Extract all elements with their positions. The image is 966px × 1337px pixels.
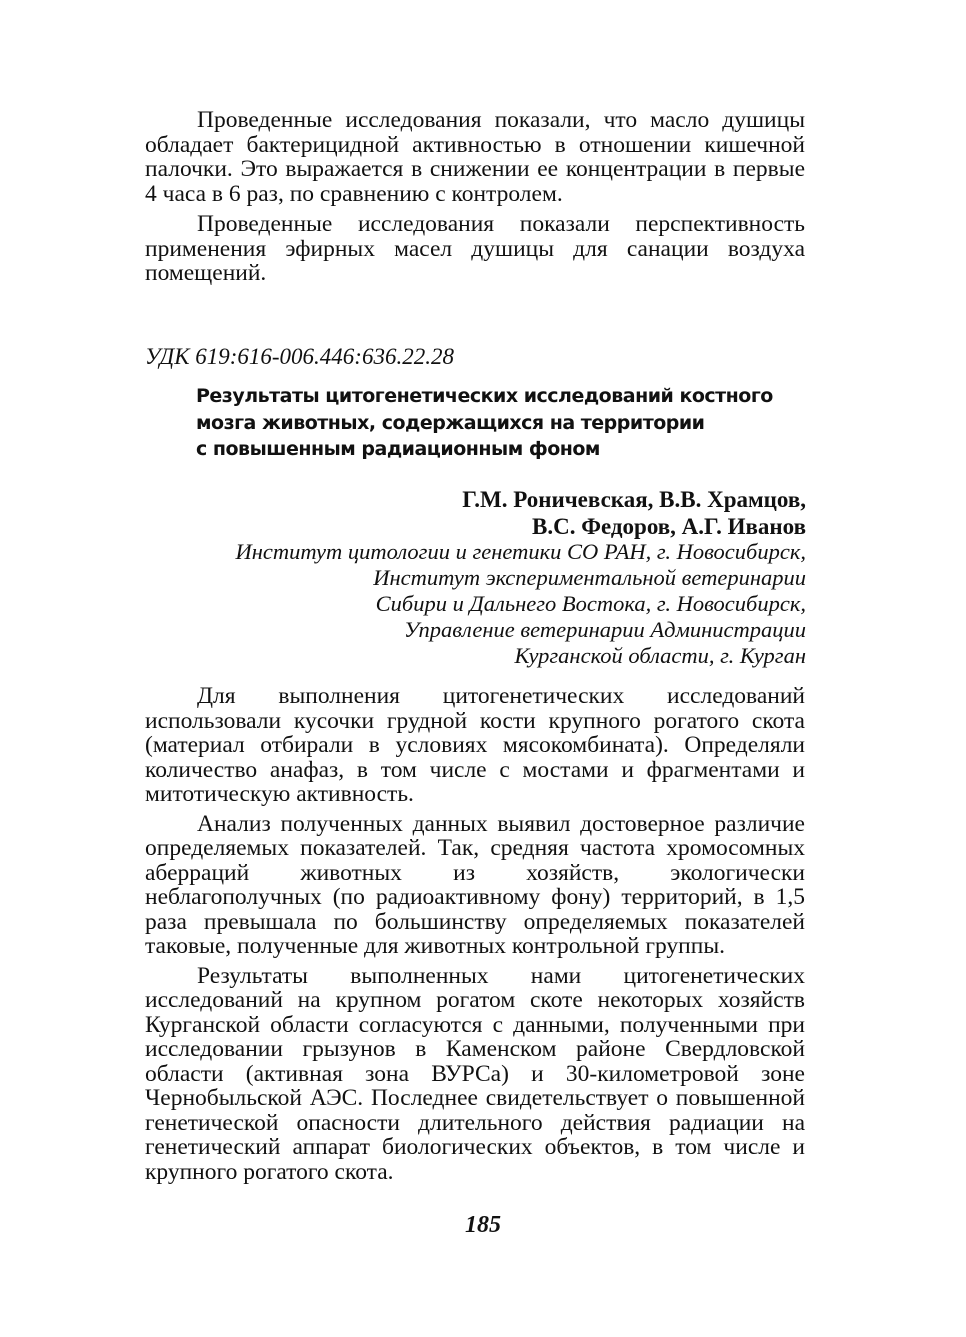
- title-line: с повышенным радиационным фоном: [196, 438, 600, 460]
- paragraph: Проведенные исследования показали, что масло душицы обладает бактерицидной активностью в отношении кишечной палочки. Это выражается в снижении ее концентрации в первые 4 часа в 6 раз, по сравнению с контролем.: [145, 107, 805, 207]
- title-line: мозга животных, содержащихся на территории: [196, 411, 705, 434]
- affiliations: [235, 539, 806, 669]
- page-number: 185: [465, 1212, 501, 1238]
- author-line: Г.М. Роничевская, В.В. Храмцов,: [462, 487, 806, 512]
- article-title: [196, 383, 806, 463]
- paragraph: Проведенные исследования показали перспективность применения эфирных масел душицы для санации воздуха помещений.: [145, 211, 805, 286]
- affiliation-line: Управление ветеринарии Администрации: [403, 617, 806, 642]
- previous-article-ending: [145, 108, 805, 286]
- udk-code: УДК 619:616-006.446:636.22.28: [145, 344, 454, 369]
- author-line: В.С. Федоров, А.Г. Иванов: [532, 514, 806, 539]
- title-line: Результаты цитогенетических исследований костного: [196, 385, 773, 407]
- authors: [462, 486, 806, 540]
- affiliation-line: Институт цитологии и генетики СО РАН, г. Новосибирск,: [235, 539, 806, 564]
- affiliation-line: Курганской области, г. Курган: [514, 643, 806, 668]
- affiliation-line: Сибири и Дальнего Востока, г. Новосибирск,: [375, 591, 806, 616]
- paragraph: Для выполнения цитогенетических исследований использовали кусочки грудной кости крупного рогатого скота (материал отбирали в условиях мясокомбината). Определяли количество анафаз, в том числе с мостами и фрагментами и митотическую активность.: [145, 683, 805, 807]
- article-body: [145, 684, 805, 1184]
- affiliation-line: Институт экспериментальной ветеринарии: [373, 565, 806, 590]
- paragraph: Результаты выполненных нами цитогенетических исследований на крупном рогатом скоте некоторых хозяйств Курганской области согласуются с данными, полученными при исследовании грызунов в Каменском районе Свердловской области (активная зона ВУРСа) и 30-километровой зоне Чернобыльской АЭС. Последнее свидетельствует о повышенной генетической опасности длительного действия радиации на генетический аппарат биологических объектов, в том числе и крупного рогатого скота.: [145, 962, 805, 1185]
- paragraph: Анализ полученных данных выявил достоверное различие определяемых показателей. Так, средняя частота хромосомных аберраций животных из хозяйств, экологически неблагополучных (по радиоактивному фону) территорий, в 1,5 раза превышала по большинству определяемых показателей таковые, полученные для животных контрольной группы.: [145, 810, 805, 959]
